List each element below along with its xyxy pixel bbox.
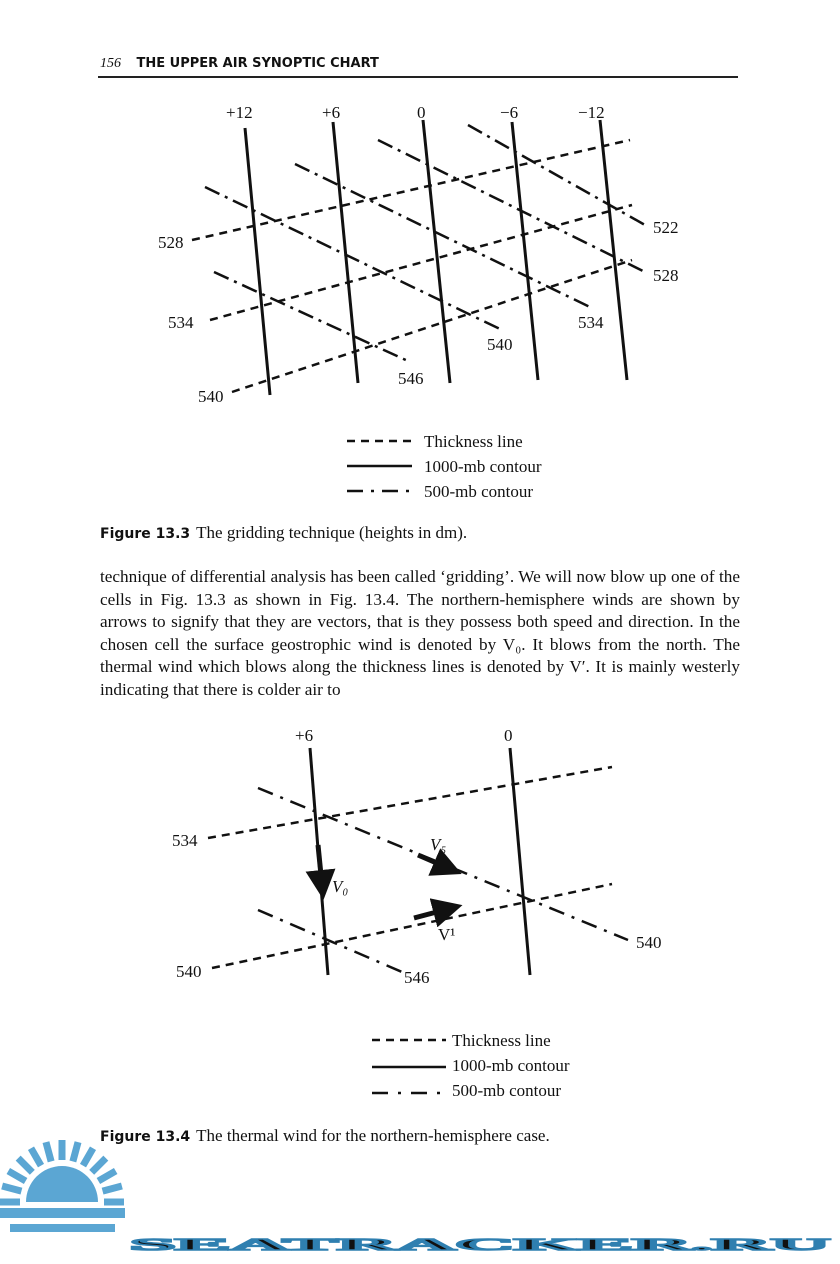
- legend-thickness: Thickness line: [424, 431, 523, 451]
- sun-ray: [2, 1186, 21, 1191]
- v5-arrow: [418, 855, 448, 868]
- label-v1: V¹: [438, 925, 456, 944]
- caption-label: Figure 13.3: [100, 526, 191, 542]
- label-522: 522: [653, 218, 679, 237]
- sun-ray: [31, 1148, 41, 1165]
- legend-500mb: 500-mb contour: [424, 481, 534, 501]
- label-plus6: +6: [322, 103, 341, 122]
- v0-arrow: [318, 845, 322, 885]
- caption-text: The gridding technique (heights in dm).: [196, 523, 468, 542]
- caption-label-fig2: Figure 13.4: [100, 1129, 191, 1145]
- label-plus12: +12: [226, 103, 253, 122]
- label-540-left: 540: [198, 387, 224, 406]
- thickness-lines-fig2: [208, 767, 612, 968]
- sun-ray: [8, 1171, 25, 1181]
- caption-text-fig2: The thermal wind for the northern-hemisphere case.: [196, 1126, 550, 1145]
- contour-labels-fig1: [158, 103, 679, 406]
- label-540-right: 540: [487, 335, 513, 354]
- label-minus6: −6: [500, 103, 519, 122]
- sun-ray: [46, 1142, 51, 1161]
- label-534-left: 534: [168, 313, 194, 332]
- label-534-right: 534: [578, 313, 604, 332]
- label-plus6-fig2: +6: [295, 726, 314, 745]
- legend-1000mb: 1000-mb contour: [424, 456, 542, 476]
- label-546-fig2: 546: [404, 968, 430, 987]
- sun-ray: [18, 1158, 32, 1172]
- watermark-text: SEATRACKER.RU: [130, 1235, 830, 1254]
- legend-1000mb-fig2: 1000-mb contour: [452, 1055, 570, 1075]
- sun-ray: [92, 1158, 106, 1172]
- sun-ray: [83, 1148, 93, 1165]
- sun-icon: [0, 1140, 125, 1232]
- running-title: THE UPPER AIR SYNOPTIC CHART: [136, 56, 379, 71]
- label-v5: V₅: [430, 835, 447, 854]
- label-540-left-fig2: 540: [176, 962, 202, 981]
- sun-ray: [103, 1186, 122, 1191]
- figure-13-3-caption: [100, 523, 467, 543]
- page-number: 156: [100, 56, 121, 71]
- label-534-fig2: 534: [172, 831, 198, 850]
- legend-500mb-fig2: 500-mb contour: [452, 1080, 562, 1100]
- label-v0: V₀: [332, 877, 349, 896]
- label-546: 546: [398, 369, 424, 388]
- v1-arrow: [414, 909, 448, 918]
- contours-1000mb: [245, 120, 627, 395]
- labels-fig2: [172, 726, 662, 987]
- label-0-fig2: 0: [504, 726, 513, 745]
- legend-fig1: [424, 429, 542, 504]
- legend-thickness-fig2: Thickness line: [452, 1030, 551, 1050]
- contours-500mb-fig2: [258, 788, 628, 972]
- label-minus12: −12: [578, 103, 605, 122]
- body-paragraph: technique of differential analysis has been called ‘gridding’. We will now blow up one of the cells in Fig. 13.3 as shown in Fig. 13.4. The northern-hemisphere winds are shown by arrows to signify that they are vectors, that is they possess both speed and direction. In the chosen cell the surface geostrophic wind is denoted by V₀. It blows from the north. The thermal wind which blows along the thickness lines is denoted by V′. It is mainly westerly indicating that there is colder air to: [100, 567, 740, 699]
- watermark-logo: [0, 1140, 840, 1264]
- sun-ray: [73, 1142, 78, 1161]
- label-0: 0: [417, 103, 426, 122]
- label-528-left: 528: [158, 233, 184, 252]
- sun-ray: [98, 1171, 115, 1181]
- label-528-right: 528: [653, 266, 679, 285]
- legend-fig2: [452, 1028, 570, 1103]
- label-540-right-fig2: 540: [636, 933, 662, 952]
